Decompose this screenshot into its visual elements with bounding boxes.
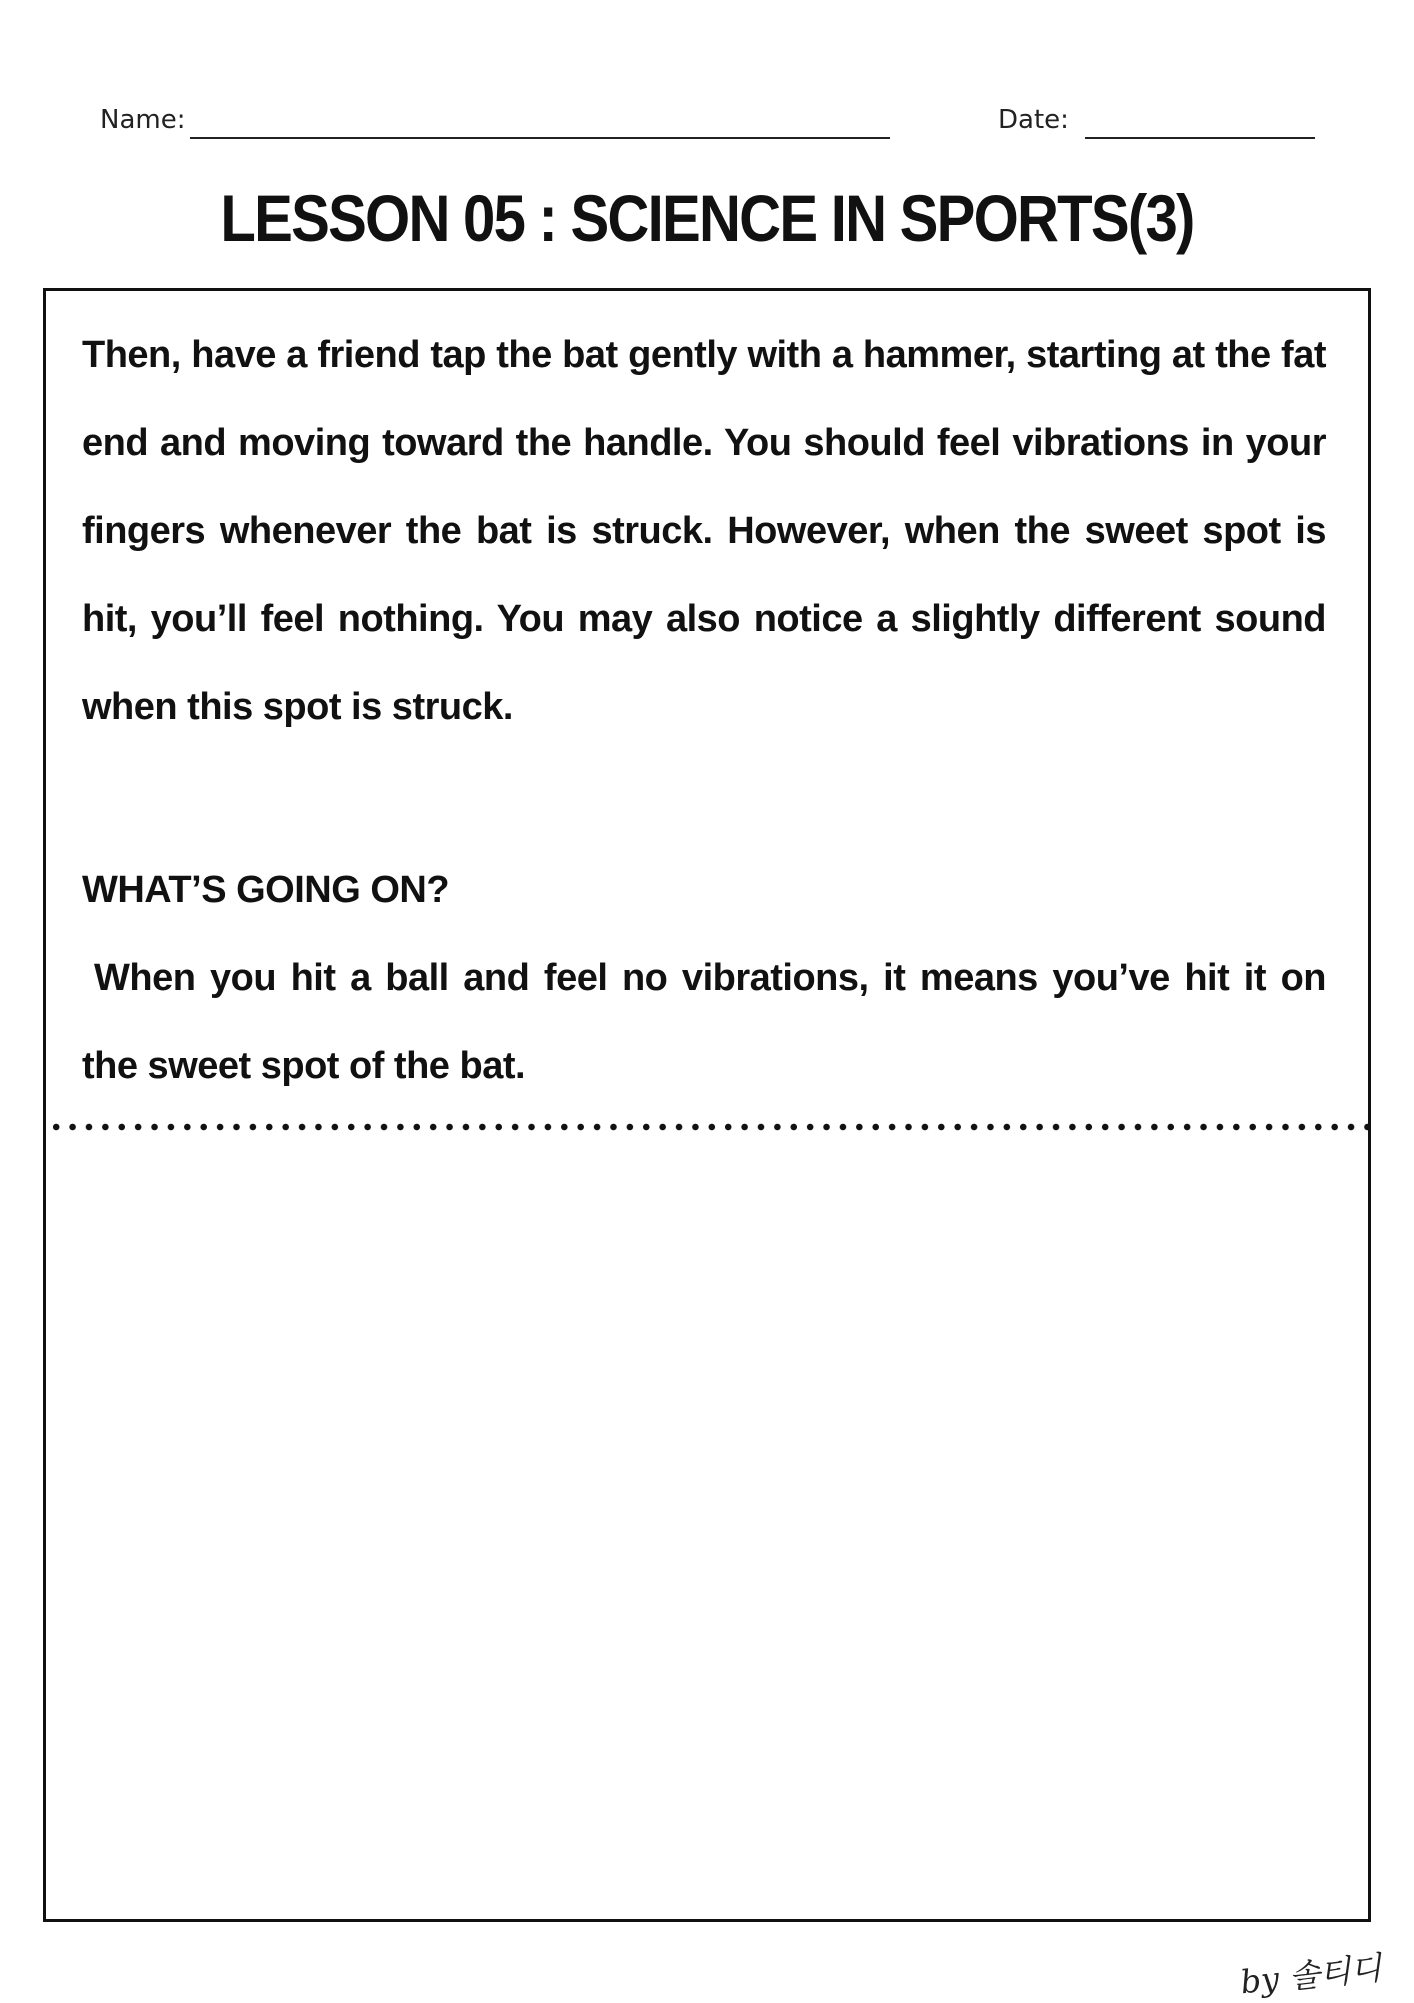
date-label: Date: bbox=[998, 105, 1069, 135]
name-field[interactable] bbox=[190, 137, 890, 139]
header-fields bbox=[0, 105, 1414, 145]
date-field[interactable] bbox=[1085, 137, 1315, 139]
page-title: LESSON 05 : SCIENCE IN SPORTS(3) bbox=[220, 181, 1194, 255]
explanation-text: When you hit a ball and feel no vibrations, it means you’ve hit it on the sweet spot of the bat. bbox=[82, 957, 1326, 1087]
passage-text: Then, have a friend tap the bat gently with a hammer, starting at the fat end and moving toward the handle. You should feel vibrations in your fingers whenever the bat is struck. However, when the sweet spot is hit, you’ll feel nothing. You may also notice a slightly different sound when this spot is struck. bbox=[82, 334, 1326, 728]
signature: by 솔티디 bbox=[1238, 1948, 1384, 2002]
dotted-divider bbox=[46, 1123, 1368, 1131]
content-box bbox=[43, 288, 1371, 1922]
section-heading: WHAT’S GOING ON? bbox=[82, 869, 450, 911]
name-label: Name: bbox=[100, 105, 186, 135]
